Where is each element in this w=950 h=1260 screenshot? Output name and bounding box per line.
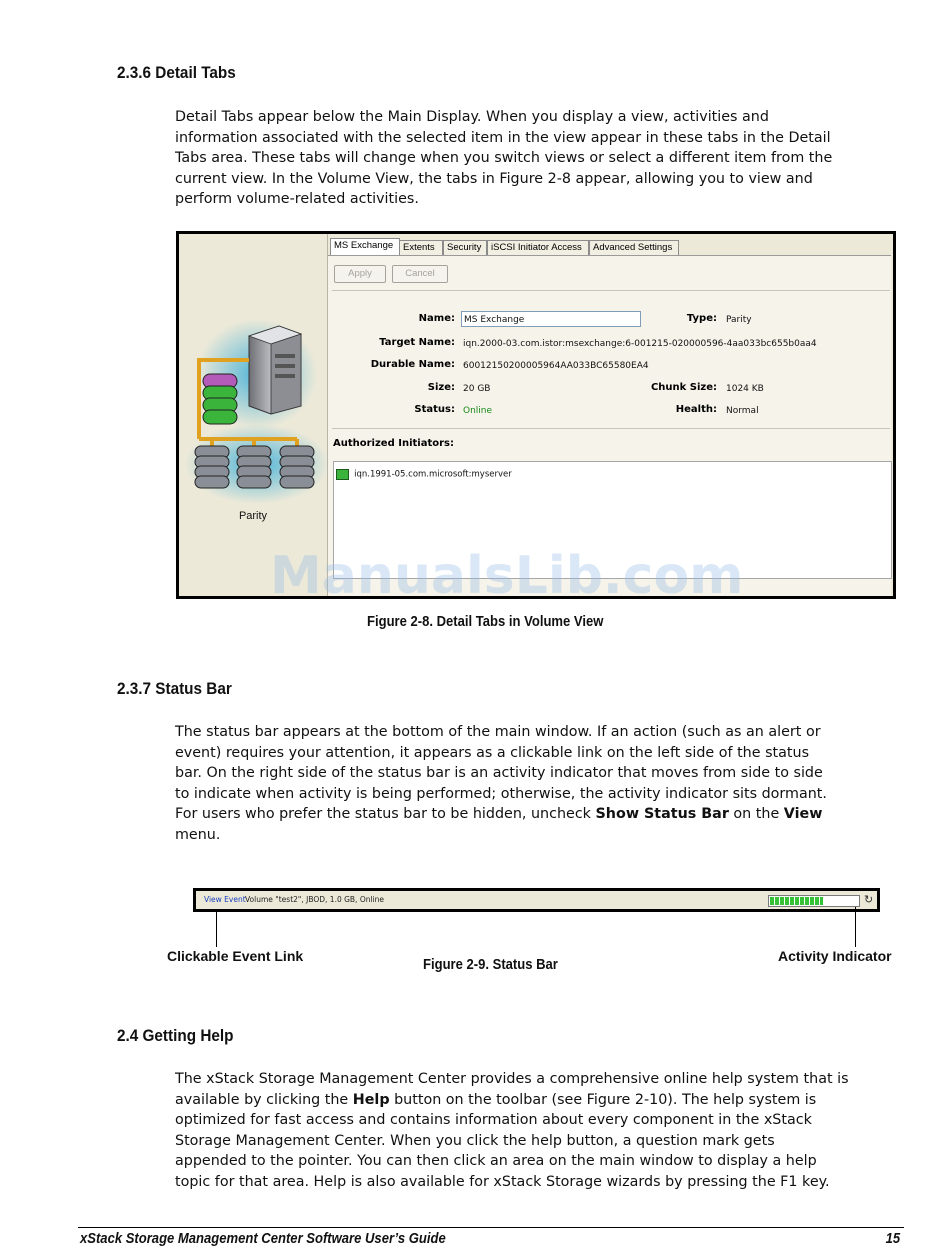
status-label: Status: [414,404,455,415]
divider [332,290,890,291]
health-value: Normal [726,406,759,416]
heading-2-4: 2.4 Getting Help [117,1026,234,1045]
list-item[interactable] [336,464,512,480]
chunk-size-value: 1024 KB [726,384,764,394]
text-line: topic for that area. Help is also available for xStack Storage wizards by pressing the F1 key. [175,1173,830,1190]
view-event-link[interactable]: View Event [204,895,246,904]
text-line: perform volume-related activities. [175,191,419,208]
initiator-name: iqn.1991-05.com.microsoft:myserver [354,469,512,480]
heading-2-3-6: 2.3.6 Detail Tabs [117,63,236,82]
text-run: available by clicking the [175,1091,353,1108]
figure-2-8-caption: Figure 2-8. Detail Tabs in Volume View [367,614,604,630]
figure-2-9-caption: Figure 2-9. Status Bar [423,957,558,973]
name-label: Name: [418,313,455,324]
volume-name-field[interactable]: MS Exchange [461,311,641,327]
authorized-initiators-list[interactable] [333,461,892,579]
paragraph-detail-tabs [175,107,905,210]
paragraph-getting-help [175,1069,915,1193]
durable-name-value: 60012150200005964AA033BC65580EA4 [463,361,649,371]
callout-line-right [855,907,856,947]
show-status-bar-term: Show Status Bar [595,806,729,823]
view-menu-term: View [783,806,823,823]
ms-exchange-tab-panel [328,255,891,596]
tab-extents[interactable]: Extents [399,240,443,255]
parity-raid-icon [179,314,327,514]
text-run: button on the toolbar (see Figure 2-10). The help system is [389,1091,817,1108]
text-line: to indicate when activity is being performed; otherwise, the activity indicator sits dormant. [175,785,827,802]
activity-indicator [768,895,860,907]
size-label: Size: [427,382,455,393]
type-label: Type: [686,313,717,324]
heading-2-3-7: 2.3.7 Status Bar [117,679,232,698]
status-bar-screenshot [193,888,880,912]
text-line: appended to the pointer. You can then click an area on the main window to display a help [175,1153,817,1170]
raid-type-label: Parity [238,510,268,522]
text-run: on the [728,806,784,823]
tab-advanced-settings[interactable]: Advanced Settings [589,240,679,255]
chunk-size-label: Chunk Size: [650,382,717,393]
tab-security[interactable]: Security [443,240,487,255]
text-line: event) requires your attention, it appears as a clickable link on the left side of the status [175,744,810,761]
watermark: ManualsLib.com [270,546,744,606]
event-description: Volume "test2", JBOD, 1.0 GB, Online [245,895,385,904]
text-line: Storage Management Center. When you click the help button, a question mark gets [175,1132,775,1149]
computer-icon [336,469,349,480]
callout-activity-indicator: Activity Indicator [778,948,892,964]
volume-view-pane [179,234,328,596]
text-line: menu. [175,826,221,843]
status-value: Online [463,406,493,416]
text-line: The status bar appears at the bottom of the main window. If an action (such as an alert or [175,724,821,740]
target-name-label: Target Name: [379,337,455,348]
text-line: The xStack Storage Management Center provides a comprehensive online help system that is [175,1071,849,1087]
target-name-value: iqn.2000-03.com.istor:msexchange:6-001215-020000596-4aa033bc655b0aa4 [463,339,817,349]
text-line [175,1090,915,1111]
tab-ms-exchange[interactable]: MS Exchange [330,238,400,256]
cancel-button[interactable]: Cancel [392,265,448,283]
text-line: Detail Tabs appear below the Main Display. When you display a view, activities and [175,109,769,125]
text-line: current view. In the Volume View, the tabs in Figure 2-8 appear, allowing you to view and [175,170,813,187]
refresh-icon[interactable]: ↻ [864,893,874,906]
durable-name-label: Durable Name: [370,359,455,370]
detail-tabs-area [328,234,893,596]
size-value: 20 GB [463,384,491,394]
callout-line-left [216,912,217,947]
page-number: 15 [885,1231,900,1247]
text-line [175,804,915,825]
apply-button[interactable]: Apply [334,265,386,283]
type-value: Parity [726,315,752,325]
activity-indicator-fill [770,897,823,905]
text-line: information associated with the selected item in the view appear in these tabs in the Detail [175,129,831,146]
text-line: Tabs area. These tabs will change when you switch views or select a different item from the [175,150,833,167]
divider [332,428,890,429]
figure-detail-tabs-screenshot [176,231,896,599]
text-line: optimized for fast access and contains information about every component in the xStack [175,1112,812,1129]
text-run: For users who prefer the status bar to be hidden, uncheck [175,806,596,823]
authorized-initiators-label: Authorized Initiators: [333,438,454,449]
health-label: Health: [675,404,717,415]
paragraph-status-bar [175,722,915,846]
footer-rule [78,1227,904,1228]
help-button-term: Help [352,1091,390,1108]
tab-iscsi-initiator-access[interactable]: iSCSI Initiator Access [487,240,589,255]
callout-clickable-event-link: Clickable Event Link [167,948,304,964]
text-line: bar. On the right side of the status bar is an activity indicator that moves from side to side [175,765,823,782]
footer-title: xStack Storage Management Center Software User’s Guide [80,1231,446,1247]
